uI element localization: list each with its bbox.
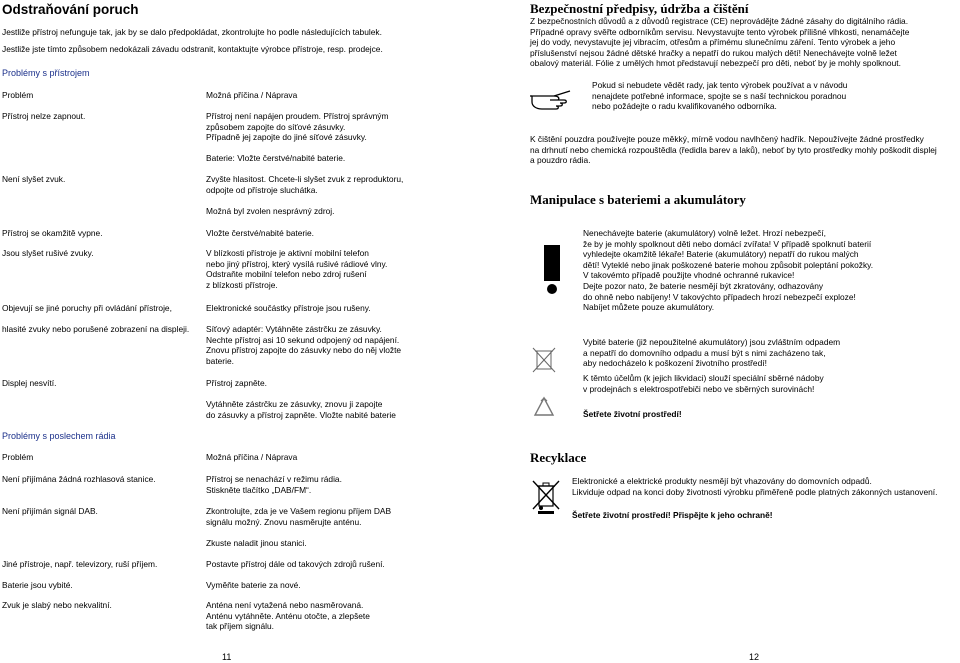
writing-hand-icon [530,88,572,115]
cause-3: Vložte čerstvé/nabité baterie. [206,228,315,238]
radio-problem-3: Jiné přístroje, např. televizory, ruší příjem. [2,559,158,569]
radio-cause-3: Postavte přístroj dále od takových zdrojů rušení. [206,559,385,569]
cause-1: Přístroj není napájen proudem. Přístroj správným způsobem zapojte do síťové zásuvky. Případně jej zapojte do jiné síťové zásuvky. [206,111,389,143]
problem-5: Objevují se jiné poruchy při ovládání přístroje, [2,303,172,313]
recycling-title: Recyklace [530,450,587,465]
cause-7: Přístroj zapněte. [206,378,267,388]
problem-7: Displej nesvítí. [2,378,57,388]
problem-1: Přístroj nelze zapnout. [2,111,86,121]
weee-bin-icon [530,478,562,517]
cause-2: Zvyšte hlasitost. Chcete-li slyšet zvuk z reproduktoru, odpojte od přístroje sluchátka. [206,174,404,195]
recycling-text: Elektronické a elektrické produkty nesmějí být vhazovány do domovních odpadů. Likviduje odpad na konci doby životnosti výrobku přiměřeně podle platných zákonných ustanovení. [572,476,938,497]
column2-problem: Problém [2,452,34,462]
cause-6: Síťový adaptér: Vytáhněte zástrčku ze zásuvky. Nechte přístroj asi 10 sekund odpojený od napájení. Znovu přístroj zapojte do zásuvky nebo do něj vložte baterie. [206,324,402,366]
column2-cause: Možná příčina / Náprava [206,452,298,462]
problem-4: Jsou slyšet rušivé zvuky. [2,248,94,258]
section-device-problems: Problémy s přístrojem [2,68,90,78]
battery-title: Manipulace s bateriemi a akumulátory [530,192,746,207]
disposal-text: Vybité baterie (již nepoužitelné akumulátory) jsou zvláštním odpadem a nepatří do domovního odpadu a musí být s nimi zacházeno tak, aby nedocházelo k poškození životního prostředí! [583,337,841,369]
battery-warning-text: Nenechávejte baterie (akumulátory) volně ležet. Hrozí nebezpečí, že by je mohly spolknout děti nebo domácí zvířata! V případě spolknutí baterií vyhledejte okamžitě lékaře! Baterie (akumulátory) nepatří do rukou malých dětí! Vyteklé nebo jinak poškozené baterie mohou způsobit poleptání pokožky. V takovémto případě použijte vhodné ochranné rukavice! Dejte pozor nato, že baterie nesmějí být zkratovány, odhazovány do ohně nebo nabíjeny! V takovýchto případech hrozí nebezpečí exploze! Nabíjet můžete pouze akumulátory. [583,228,874,313]
radio-problem-5: Zvuk je slabý nebo nekvalitní. [2,600,112,610]
radio-cause-2: Zkontrolujte, zda je ve Vašem regionu příjem DAB signálu možný. Znovu nasměrujte anténu. [206,506,392,527]
collection-text: K těmto účelům (k jejich likvidaci) slouží speciální sběrné nádoby v prodejnách s elektrospotřebiči nebo ve sběrných surovinách! [583,373,824,394]
cause-2b: Možná byl zvolen nesprávný zdroj. [206,206,335,216]
problem-3: Přístroj se okamžitě vypne. [2,228,103,238]
page-number-right: 12 [749,652,760,662]
intro-line-2: Jestliže jste tímto způsobem nedokázali závadu odstranit, kontaktujte výrobce přístroje, resp. prodejce. [2,44,383,54]
radio-problem-2: Není přijímán signál DAB. [2,506,98,516]
radio-cause-4: Vyměňte baterie za nové. [206,580,301,590]
cause-5: Elektronické součástky přístroje jsou rušeny. [206,303,371,313]
warning-triangle-icon [530,237,574,300]
crossed-bin-icon [530,345,558,378]
intro-line-1: Jestliže přístroj nefunguje tak, jak by se dalo předpokládat, zkontrolujte ho podle následujících tabulek. [2,27,382,37]
protect-environment-text: Šetřete životní prostředí! [583,409,682,419]
recycle-icon [530,395,558,424]
column-problem: Problém [2,90,34,100]
safety-title: Bezpečnostní předpisy, údržba a čištění [530,1,749,16]
cause-4: V blízkosti přístroje je aktivní mobilní telefon nebo jiný přístroj, který vysílá rušivé rádiové vlny. Odstraňte mobilní telefon nebo zdroj rušení z blízkosti přístroje. [206,248,388,290]
radio-cause-2b: Zkuste naladit jinou stanici. [206,538,307,548]
problem-6: hlasité zvuky nebo porušené zobrazení na displeji. [2,324,190,334]
safety-paragraph: Z bezpečnostních důvodů a z důvodů registrace (CE) neprovádějte žádné zásahy do digitálního rádia. Případné opravy svěřte odborníkům servisu. Nevystavujte tento výrobek přílišné vlhkosti, nenamáčejte jej do vody, nevystavujte jej vibracím, otřesům a přímému slunečnímu záření. Tento výrobek a jeho příslušenství nejsou žádné dětské hračky a nepatří do rukou malých dětí! Nenechávejte volně ležet obalový materiál. Fólie z umělých hmot představují nebezpečí pro děti, neboť by je mohly spolknout. [530,16,910,69]
troubleshooting-title: Odstraňování poruch [2,2,139,17]
cause-7b: Vytáhněte zástrčku ze zásuvky, znovu ji zapojte do zásuvky a přístroj zapněte. Vložte nabité baterie [206,399,396,420]
cause-1b: Baterie: Vložte čerstvé/nabité baterie. [206,153,346,163]
cleaning-paragraph: K čištění pouzdra používejte pouze měkký, mírně vodou navlhčený hadřík. Nepoužívejte žádné prostředky na drhnutí nebo chemická rozpouštědla (ředidla barev a laků), neboť by tyto prostředky mohly poškodit displej a pouzdro rádia. [530,134,937,166]
radio-problem-4: Baterie jsou vybité. [2,580,73,590]
problem-2: Není slyšet zvuk. [2,174,66,184]
radio-problem-1: Není přijímána žádná rozhlasová stanice. [2,474,156,484]
advice-text: Pokud si nebudete vědět rady, jak tento výrobek používat a v návodu nenajdete potřebné informace, spojte se s naší technickou poradnou nebo požádejte o radu kvalifikovaného odborníka. [592,80,848,112]
radio-cause-5: Anténa není vytažená nebo nasměrovaná. Anténu vytáhněte. Anténu otočte, a zlepšete tak příjem signálu. [206,600,370,632]
recycling-protect-text: Šetřete životní prostředí! Přispějte k jeho ochraně! [572,510,773,520]
section-radio-problems: Problémy s poslechem rádia [2,431,116,441]
radio-cause-1: Přístroj se nenachází v režimu rádia. Stiskněte tlačítko „DAB/FM“. [206,474,342,495]
page-number-left: 11 [222,652,232,662]
column-cause: Možná příčina / Náprava [206,90,298,100]
